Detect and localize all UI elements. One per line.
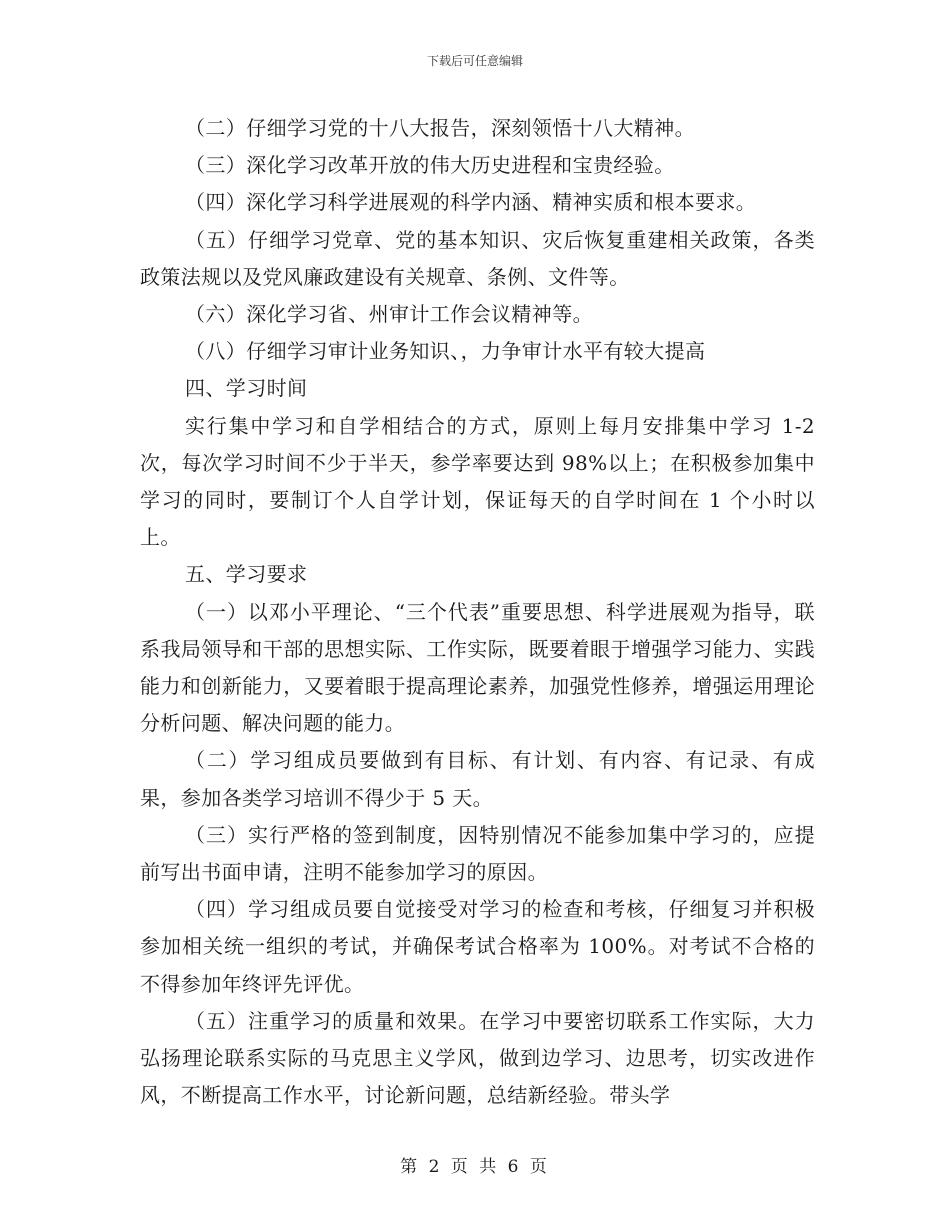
section-heading-study-time: 四、学习时间: [185, 376, 308, 401]
paragraph-study-item-2: （二）仔细学习党的十八大报告，深刻领悟十八大精神。: [185, 116, 695, 140]
paragraph-study-item-3: （三）深化学习改革开放的伟大历史进程和宝贵经验。: [185, 153, 675, 178]
paragraph-study-item-8: （八）仔细学习审计业务知识、，力争审计水平有较大提高: [185, 339, 706, 364]
page-number-footer: 第 2 页 共 6 页: [400, 1157, 550, 1177]
paragraph-requirement-2: （二）学习组成员要做到有目标、有计划、有内容、有记录、有成果，参加各类学习培训不得少于 5 天。: [140, 748, 815, 810]
paragraph-requirement-5: （五）注重学习的质量和效果。在学习中要密切联系工作实际，大力弘扬理论联系实际的马克思主义学风，做到边学习、边思考，切实改进作风，不断提高工作水平，讨论新问题，总结新经验。带头学: [140, 1008, 815, 1108]
paragraph-study-item-4: （四）深化学习科学进展观的科学内涵、精神实质和根本要求。: [185, 190, 757, 215]
page-header: 下载后可任意编辑: [426, 54, 523, 68]
document-body: [140, 110, 815, 1114]
paragraph-requirement-3: （三）实行严格的签到制度，因特别情况不能参加集中学习的，应提前写出书面申请，注明不能参加学习的原因。: [140, 822, 815, 885]
paragraph-study-item-6: （六）深化学习省、州审计工作会议精神等。: [185, 302, 593, 327]
paragraph-study-item-5: （五）仔细学习党章、党的基本知识、灾后恢复重建相关政策，各类政策法规以及党风廉政建设有关规章、条例、文件等。: [140, 227, 815, 289]
paragraph-requirement-1: （一）以邓小平理论、“三个代表”重要思想、科学进展观为指导，联系我局领导和干部的思想实际、工作实际，既要着眼于增强学习能力、实践能力和创新能力，又要着眼于提高理论素养，加强党性修养，增强运用理论分析问题、解决问题的能力。: [140, 599, 815, 736]
paragraph-requirement-4: （四）学习组成员要自觉接受对学习的检查和考核，仔细复习并积极参加相关统一组织的考试，并确保考试合格率为 100%。对考试不合格的不得参加年终评先评优。: [140, 897, 815, 996]
paragraph-study-time: 实行集中学习和自学相结合的方式，原则上每月安排集中学习 1-2 次，每次学习时间不少于半天，参学率要达到 98%以上；在积极参加集中学习的同时，要制订个人自学计划，保证每天的自学时间在 1 个小时以上。: [140, 413, 815, 550]
section-heading-study-requirements: 五、学习要求: [185, 562, 308, 587]
